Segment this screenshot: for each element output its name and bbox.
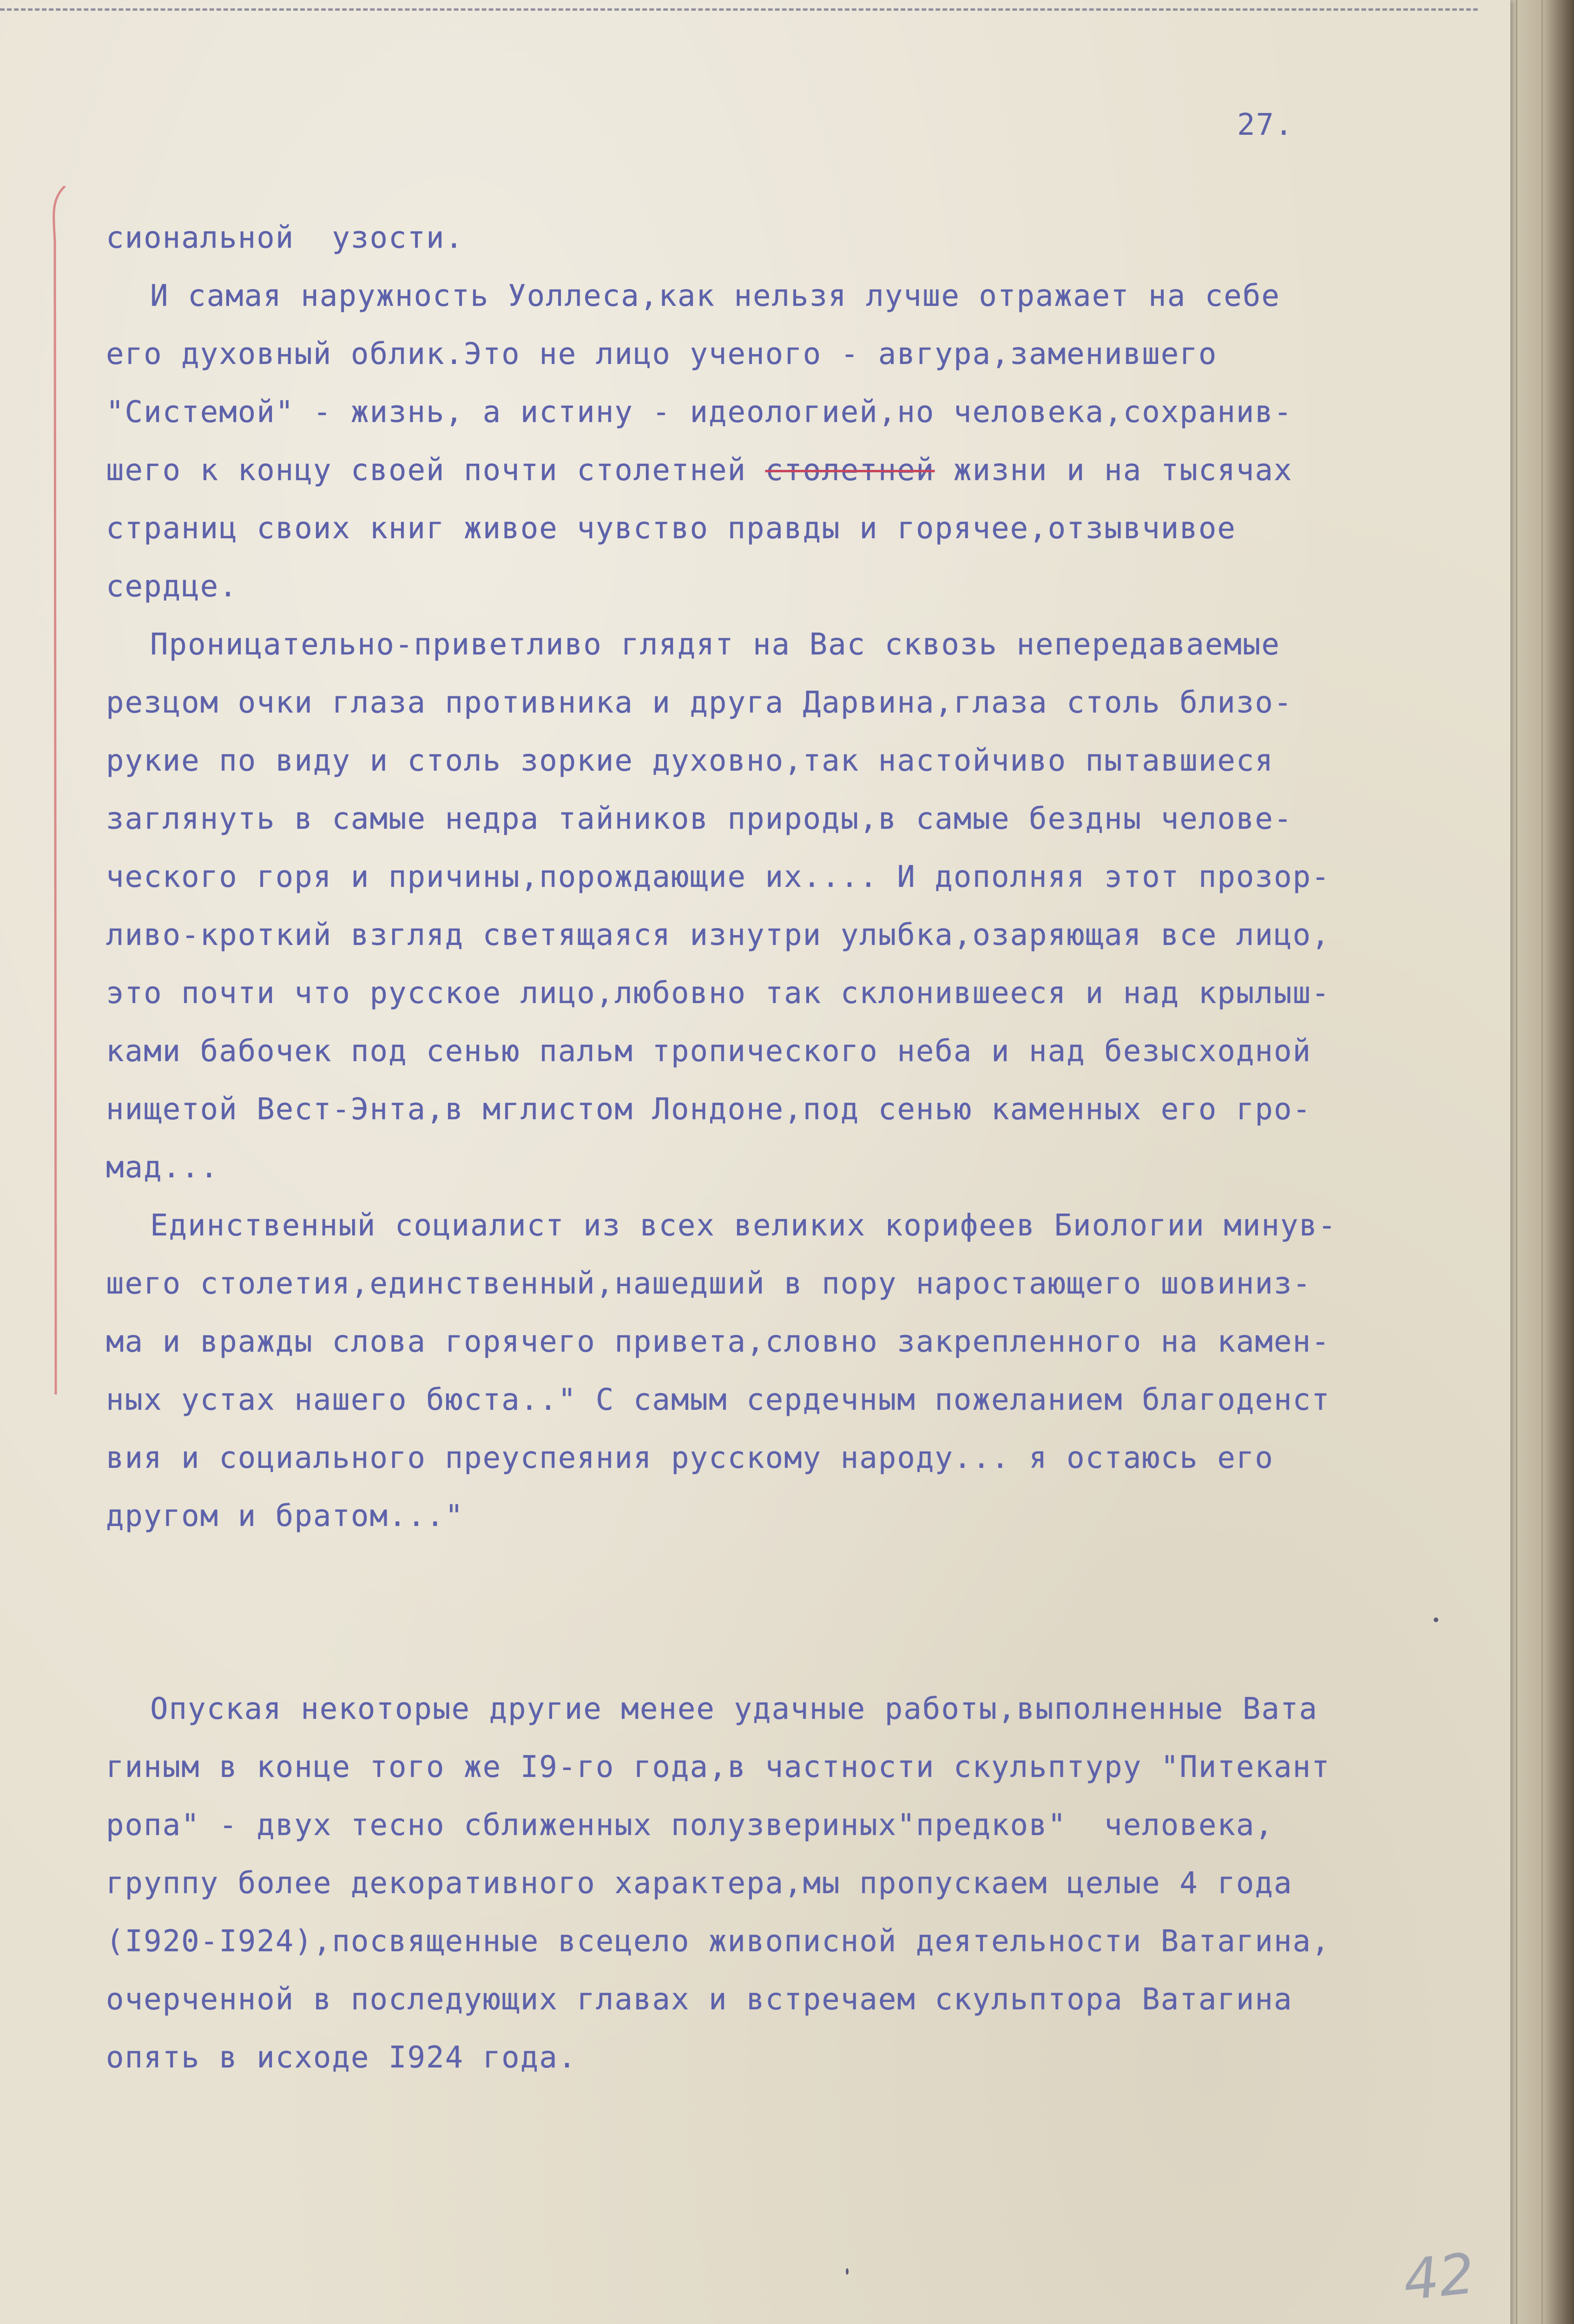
ink-speck bbox=[846, 2268, 849, 2275]
text-line bbox=[106, 964, 1477, 1023]
text-line-content: мад... bbox=[106, 1150, 219, 1185]
paragraph-block-main bbox=[106, 209, 1477, 1545]
text-line bbox=[106, 1197, 1477, 1255]
text-line bbox=[106, 325, 1477, 383]
text-line bbox=[106, 848, 1477, 906]
text-line-content: страниц своих книг живое чувство правды и горячее,отзывчивое bbox=[106, 511, 1236, 546]
text-line-content: группу более декоративного характера,мы пропускаем целые 4 года bbox=[106, 1866, 1293, 1901]
text-line-content: Опуская некоторые другие менее удачные работы,выполненные Вата bbox=[150, 1692, 1318, 1726]
handwritten-archive-number: 42 bbox=[1400, 2241, 1478, 2313]
text-line bbox=[106, 442, 1477, 500]
text-line bbox=[106, 674, 1477, 732]
page-number: 27. bbox=[1237, 108, 1294, 142]
text-line-content: резцом очки глаза противника и друга Дарвина,глаза столь близо- bbox=[106, 686, 1293, 720]
text-line-content: это почти что русское лицо,любовно так склонившееся и над крылыш- bbox=[106, 976, 1330, 1010]
text-line-content: опять в исходе I924 года. bbox=[106, 2040, 577, 2075]
text-line-content: Проницательно-приветливо глядят на Вас сквозь непередаваемые bbox=[150, 627, 1280, 662]
text-line bbox=[106, 1023, 1477, 1081]
top-dashed-rule bbox=[0, 8, 1478, 11]
text-line bbox=[106, 1371, 1477, 1429]
text-line-content: рукие по виду и столь зоркие духовно,так настойчиво пытавшиеся bbox=[106, 744, 1274, 778]
text-line bbox=[106, 1255, 1477, 1313]
page-edge bbox=[1516, 0, 1517, 2324]
text-line bbox=[106, 1081, 1477, 1139]
text-line-content: ма и вражды слова горячего привета,словно закрепленного на камен- bbox=[106, 1325, 1330, 1359]
text-line bbox=[106, 1971, 1477, 2029]
text-line bbox=[106, 1796, 1477, 1855]
text-line bbox=[106, 732, 1477, 790]
text-line bbox=[106, 383, 1477, 442]
text-line-content: ропа" - двух тесно сближенных полузвериных"предков" человека, bbox=[106, 1808, 1274, 1842]
text-line bbox=[106, 616, 1477, 674]
text-line-continuation: жизни и на тысячах bbox=[935, 453, 1293, 488]
section-gap bbox=[106, 1545, 1477, 1680]
text-line-content: шего к концу своей почти столетней bbox=[106, 453, 765, 488]
text-line-content: сердце. bbox=[106, 569, 238, 604]
text-line-content: заглянуть в самые недра тайников природы,в самые бездны челове- bbox=[106, 802, 1293, 836]
text-line bbox=[106, 790, 1477, 848]
text-line bbox=[106, 558, 1477, 616]
text-line-content: ных устах нашего бюста.." С самым сердечным пожеланием благоденст bbox=[106, 1383, 1330, 1417]
text-line-content: другом и братом..." bbox=[106, 1499, 464, 1533]
text-line bbox=[106, 1913, 1477, 1971]
text-line-content: вия и социального преуспеяния русскому народу... я остаюсь его bbox=[106, 1441, 1274, 1475]
text-line-content: (I920-I924),посвященные всецело живописной деятельности Ватагина, bbox=[106, 1924, 1330, 1959]
ink-speck bbox=[1434, 1618, 1438, 1622]
text-line-content: сиональной узости. bbox=[106, 221, 464, 255]
text-line bbox=[106, 500, 1477, 558]
text-line bbox=[106, 1487, 1477, 1545]
text-line-content: нищетой Вест-Энта,в мглистом Лондоне,под сенью каменных его гро- bbox=[106, 1092, 1311, 1127]
text-line-content: И самая наружность Уоллеса,как нельзя лучше отражает на себе bbox=[150, 279, 1280, 313]
text-line-content: Единственный социалист из всех великих корифеев Биологии минув- bbox=[150, 1208, 1337, 1243]
text-line-content: ливо-кроткий взгляд светящаяся изнутри улыбка,озаряющая все лицо, bbox=[106, 918, 1330, 952]
text-line-content: шего столетия,единственный,нашедший в пору наростающего шовиниз- bbox=[106, 1267, 1311, 1301]
text-line bbox=[106, 209, 1477, 267]
text-line bbox=[106, 1855, 1477, 1913]
text-line bbox=[106, 1139, 1477, 1197]
text-line bbox=[106, 1738, 1477, 1796]
red-margin-bracket bbox=[46, 186, 74, 1394]
text-line bbox=[106, 1680, 1477, 1738]
text-line-content: очерченной в последующих главах и встречаем скульптора Ватагина bbox=[106, 1982, 1293, 2017]
text-line bbox=[106, 1429, 1477, 1487]
text-line-content: гиным в конце того же I9-го года,в частности скульптуру "Питекант bbox=[106, 1750, 1330, 1784]
text-line bbox=[106, 2029, 1477, 2087]
text-line-content: его духовный облик.Это не лицо ученого - авгура,заменившего bbox=[106, 337, 1218, 371]
text-line bbox=[106, 1313, 1477, 1371]
text-line bbox=[106, 906, 1477, 964]
page-edge bbox=[1541, 0, 1543, 2324]
struck-out-word: столетней bbox=[765, 453, 935, 488]
typed-text-body bbox=[106, 209, 1477, 2087]
text-line bbox=[106, 267, 1477, 325]
text-line-content: "Системой" - жизнь, а истину - идеологией,но человека,сохранив- bbox=[106, 395, 1293, 429]
paragraph-block-final bbox=[106, 1680, 1477, 2087]
text-line-content: ками бабочек под сенью пальм тропического неба и над безысходной bbox=[106, 1034, 1311, 1069]
text-line-content: ческого горя и причины,порождающие их.... И дополняя этот прозор- bbox=[106, 860, 1330, 894]
